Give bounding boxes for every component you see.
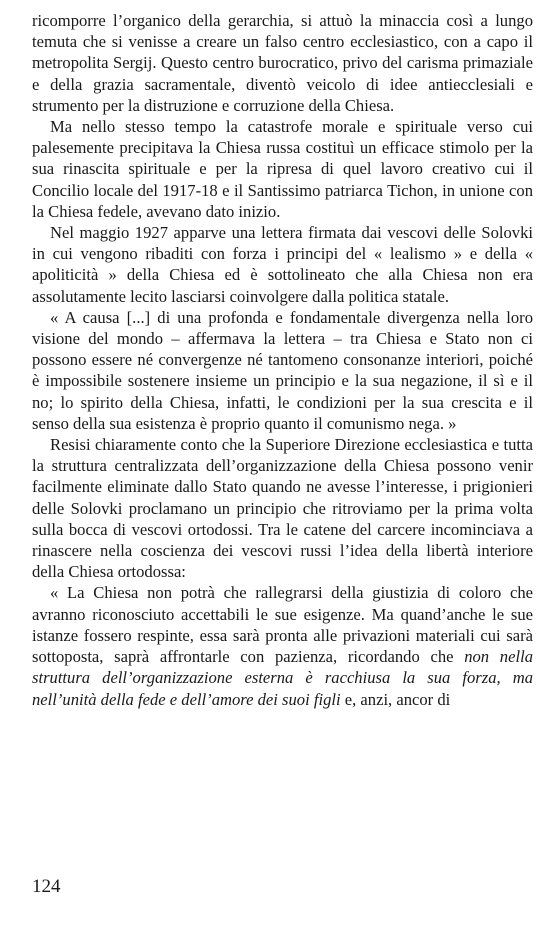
paragraph-6-text-before: « La Chiesa non potrà che rallegrarsi della giustizia di coloro che avranno riconosciuto accettabili le sue esigenze. Ma quand’anche le sue istanze fossero respinte, essa sarà pronta alle privazioni materiali cui sarà sottoposta, saprà affrontarle con pazienza, ricordando che bbox=[32, 583, 533, 667]
paragraph-6-text-after: e, anzi, ancor di bbox=[340, 689, 451, 709]
page-number: 124 bbox=[32, 876, 61, 897]
body-text bbox=[32, 10, 533, 710]
paragraph-6-quote bbox=[32, 582, 533, 709]
paragraph-3: Nel maggio 1927 apparve una lettera firmata dai vescovi delle Solovki in cui vengono ribaditi con forza i principi del « lealismo » e della « apoliticità » della Chiesa ed è sottolineato che alla Chiesa non era assolutamente lecito lasciarsi coinvolgere dalla politica statale. bbox=[32, 223, 533, 306]
paragraph-1: ricomporre l’organico della gerarchia, si attuò la minaccia così a lungo temuta che si venisse a creare un falso centro ecclesiastico, con a capo il metropolita Sergij. Questo centro burocratico, privo del carisma primaziale e della grazia sacramentale, diventò veicolo di idee antiecclesiali e strumento per la distruzione e corruzione della Chiesa. bbox=[32, 11, 533, 115]
paragraph-5: Resisi chiaramente conto che la Superiore Direzione ecclesiastica e tutta la struttura centralizzata dell’organizzazione della Chiesa possono venir facilmente eliminate dallo Stato quando ne avesse l’interesse, i prigionieri delle Solovki proclamano un principio che ritroviamo per la prima volta sulla bocca di vescovi ortodossi. Tra le catene del carcere incominciava a rinascere nella coscienza dei vescovi russi l’idea della libertà interiore della Chiesa ortodossa: bbox=[32, 435, 533, 582]
paragraph-4-quote: « A causa [...] di una profonda e fondamentale divergenza nella loro visione del mondo – affermava la lettera – tra Chiesa e Stato non ci possono essere né convergenze né tantomeno consonanze interiori, poiché è impossibile sostenere insieme un principio e la sua negazione, il sì e il no; lo spirito della Chiesa, infatti, le condizioni per la sua crescita e il senso della sua esistenza è proprio quanto il comunismo nega. » bbox=[32, 307, 533, 433]
paragraph-6-italic-text: non nella struttura dell’organizzazione esterna è racchiusa la sua forza, ma nell’unità della fede e dell’amore dei suoi figli bbox=[32, 647, 533, 709]
paragraph-2: Ma nello stesso tempo la catastrofe morale e spirituale verso cui palesemente precipitava la Chiesa russa costituì un efficace stimolo per la sua rinascita spirituale e per la ripresa di quel lavoro creativo cui il Concilio locale del 1917-18 e il Santissimo patriarca Tichon, in unione con la Chiesa fedele, avevano dato inizio. bbox=[32, 117, 533, 221]
